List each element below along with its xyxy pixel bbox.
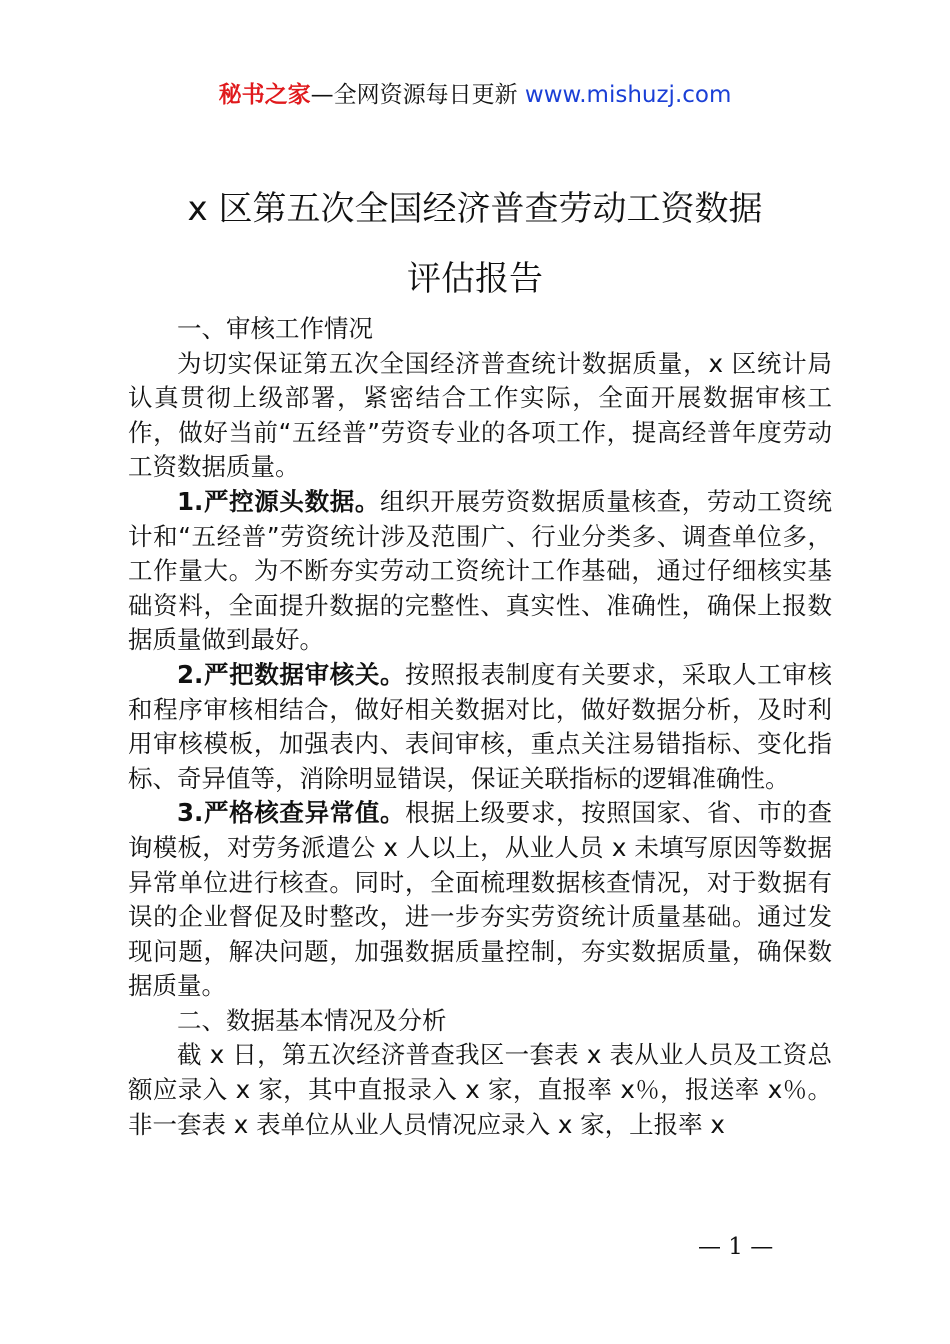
paragraph-text-data-review: 按照报表制度有关要求，采取人工审核和程序审核相结合，做好相关数据对比，做好数据分析，及时利用审核模板，加强表内、表间审核，重点关注易错指标、变化指标、奇异值等，消除明显错误，保证关联指标的逻辑准确性。: [128, 659, 833, 793]
site-tagline: —全网资源每日更新: [310, 82, 518, 108]
site-brand: 秘书之家: [218, 82, 311, 108]
paragraph-analysis: 截 x 日，第五次经济普查我区一套表 x 表从业人员及工资总额应录入 x 家，其中直报录入 x 家，直报率 x％，报送率 x％。非一套表 x 表单位从业人员情况应录入 x 家，上报率 x: [128, 1040, 832, 1139]
paragraph-source-data: [128, 485, 832, 658]
section-heading-review: 一、审核工作情况: [177, 314, 373, 343]
document-body: [128, 312, 832, 1142]
paragraph-text-source-data: 组织开展劳资数据质量核查，劳动工资统计和“五经普”劳资统计涉及范围广、行业分类多、调查单位多，工作量大。为不断夯实劳动工资统计工作基础，通过仔细核实基础资料，全面提升数据的完整性、真实性、准确性，确保上报数据质量做到最好。: [128, 486, 833, 655]
paragraph-data-review: [128, 658, 832, 796]
site-url-link[interactable]: www.mishuzj.com: [524, 82, 732, 108]
site-banner: [0, 78, 950, 112]
document-title-line-1: x 区第五次全国经济普查劳动工资数据: [187, 189, 763, 229]
paragraph-review-intro: 为切实保证第五次全国经济普查统计数据质量，x 区统计局认真贯彻上级部署，紧密结合工作实际，全面开展数据审核工作，做好当前“五经普”劳资专业的各项工作，提高经普年度劳动工资数据质量。: [128, 348, 832, 482]
paragraph-text-anomaly-check: 根据上级要求，按照国家、省、市的查询模板，对劳务派遣公 x 人以上，从业人员 x 未填写原因等数据异常单位进行核查。同时，全面梳理数据核查情况，对于数据有误的企业督促及时整改，进一步夯实劳资统计质量基础。通过发现问题，解决问题，加强数据质量控制，夯实数据质量，确保数据质量。: [128, 798, 833, 1001]
document-title-line-2: 评估报告: [407, 259, 543, 299]
page-number: — 1 —: [698, 1234, 774, 1260]
section-heading-analysis: 二、数据基本情况及分析: [177, 1005, 447, 1035]
paragraph-lead-anomaly-check: 3.严格核查异常值。: [177, 798, 406, 828]
paragraph-lead-source-data: 1.严控源头数据。: [177, 486, 381, 516]
paragraph-anomaly-check: [128, 796, 832, 1004]
paragraph-lead-data-review: 2.严把数据审核关。: [177, 659, 406, 689]
